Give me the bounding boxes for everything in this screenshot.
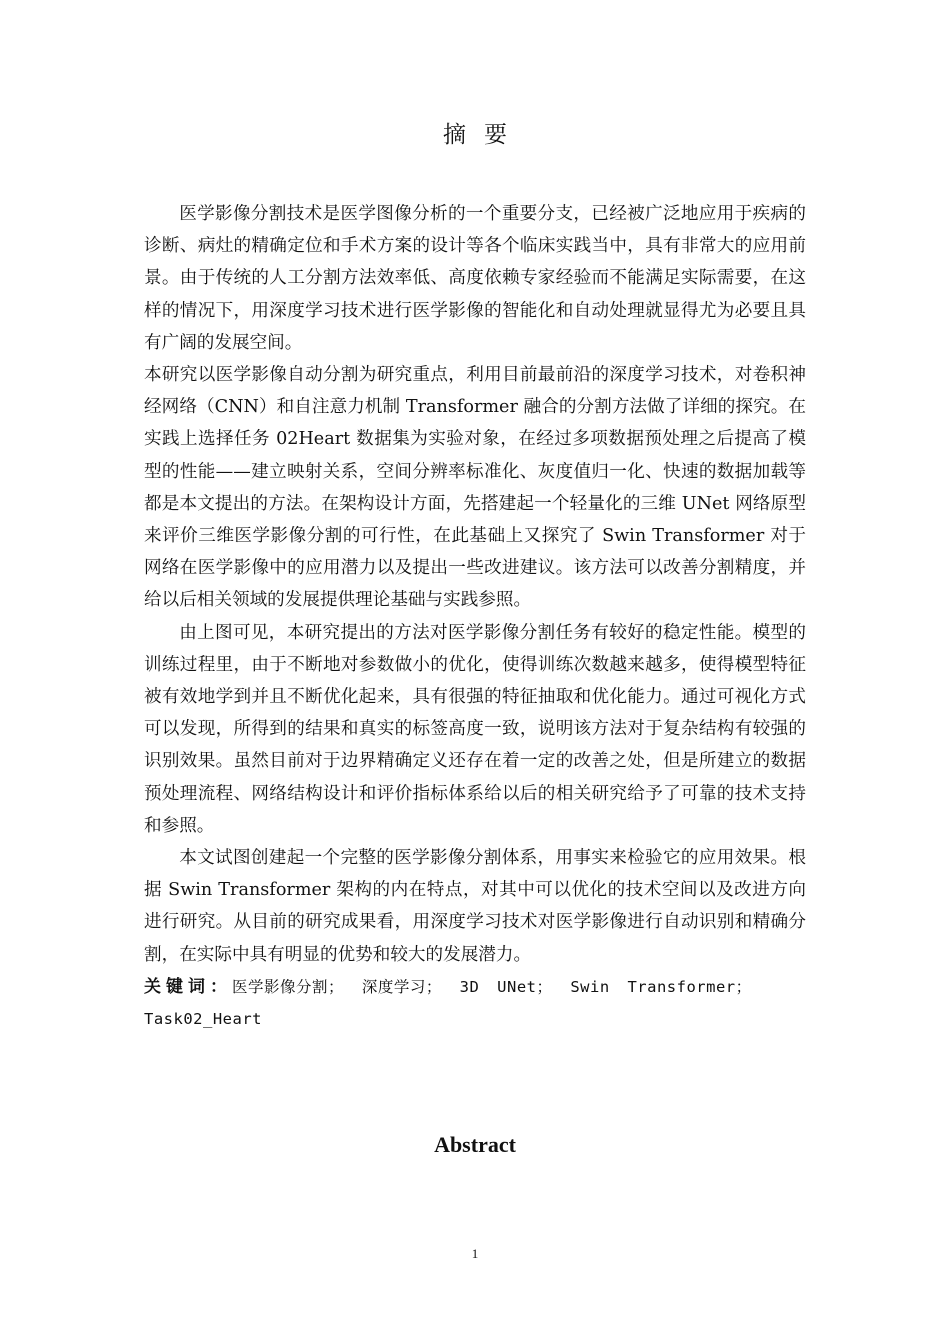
paragraph-4: 本文试图创建起一个完整的医学影像分割体系，用事实来检验它的应用效果。根据 Swin Transformer 架构的内在特点，对其中可以优化的技术空间以及改进方向进行研究。从目前的研究成果看，用深度学习技术对医学影像进行自动识别和精确分割，在实际中具有明显的优势和较大的发展潜力。 <box>144 848 806 965</box>
abstract-title-en: Abstract <box>434 1132 516 1157</box>
page-number: 1 <box>471 1246 479 1261</box>
paragraph-2: 本研究以医学影像自动分割为研究重点，利用目前最前沿的深度学习技术，对卷积神经网络（CNN）和自注意力机制 Transformer 融合的分割方法做了详细的探究。在实践上选择任务 02Heart 数据集为实验对象，在经过多项数据预处理之后提高了模型的性能——建立映射关系，空间分辨率标准化、灰度值归一化、快速的数据加载等都是本文提出的方法。在架构设计方面，先搭建起一个轻量化的三维 UNet 网络原型来评价三维医学影像分割的可行性，在此基础上又探究了 Swin Transformer 对于网络在医学影像中的应用潜力以及提出一些改进建议。该方法可以改善分割精度，并给以后相关领域的发展提供理论基础与实践参照。 <box>144 365 806 611</box>
abstract-title-cn: 摘要 <box>443 122 525 148</box>
keywords-label: 关键词： <box>144 976 232 997</box>
paragraph-1: 医学影像分割技术是医学图像分析的一个重要分支，已经被广泛地应用于疾病的诊断、病灶的精确定位和手术方案的设计等各个临床实践当中，具有非常大的应用前景。由于传统的人工分割方法效率低、高度依赖专家经验而不能满足实际需要，在这样的情况下，用深度学习技术进行医学影像的智能化和自动处理就显得尤为必要且具有广阔的发展空间。 <box>144 204 806 353</box>
abstract-body <box>144 198 806 1035</box>
keywords-line <box>144 971 806 1035</box>
paragraph-3: 由上图可见，本研究提出的方法对医学影像分割任务有较好的稳定性能。模型的训练过程里，由于不断地对参数做小的优化，使得训练次数越来越多，使得模型特征被有效地学到并且不断优化起来，具有很强的特征抽取和优化能力。通过可视化方式可以发现，所得到的结果和真实的标签高度一致，说明该方法对于复杂结构有较强的识别效果。虽然目前对于边界精确定义还存在着一定的改善之处，但是所建立的数据预处理流程、网络结构设计和评价指标体系给以后的相关研究给予了可靠的技术支持和参照。 <box>144 622 806 836</box>
keywords-values: 医学影像分割； 深度学习； 3D UNet； Swin Transformer； Task02_Heart <box>144 977 752 1028</box>
